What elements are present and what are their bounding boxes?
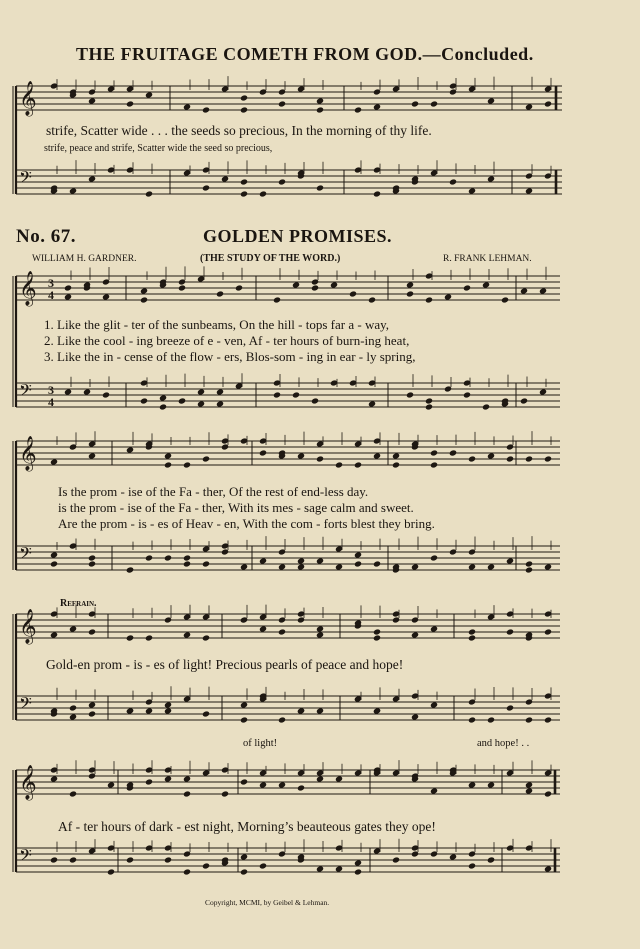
notehead xyxy=(88,175,96,182)
clef-bass: 𝄢 xyxy=(19,543,32,567)
notehead xyxy=(164,554,172,561)
refrain-echo-2: and hope! . . xyxy=(477,738,530,749)
notehead xyxy=(468,187,476,194)
song-author: WILLIAM H. GARDNER. xyxy=(32,254,137,264)
notehead xyxy=(316,557,324,564)
notehead xyxy=(88,628,96,635)
notehead xyxy=(539,287,547,294)
notehead xyxy=(50,775,58,782)
notehead xyxy=(240,701,248,708)
notehead xyxy=(411,563,419,570)
notehead xyxy=(444,293,452,300)
notehead xyxy=(178,397,186,404)
verse-2-line-1: 2. Like the cool - ing breeze of e - ven, Af - ter hours of burn-ing heat, xyxy=(44,333,410,348)
time-signature-bottom: 4 xyxy=(48,288,54,302)
verse-2-line-2: is the prom - ise of the Fa - ther, With its mes - sage calm and sweet. xyxy=(58,500,414,515)
notehead xyxy=(425,403,433,410)
notehead xyxy=(468,716,476,723)
notehead xyxy=(520,397,528,404)
notehead xyxy=(88,554,96,561)
notehead xyxy=(487,856,495,863)
notehead xyxy=(69,704,77,711)
notehead xyxy=(544,628,552,635)
notehead xyxy=(430,100,438,107)
notehead xyxy=(240,868,248,875)
notehead xyxy=(406,281,414,288)
notehead xyxy=(202,455,210,462)
notehead xyxy=(297,557,305,564)
notehead xyxy=(487,97,495,104)
notehead xyxy=(544,563,552,570)
notehead xyxy=(487,175,495,182)
notehead xyxy=(354,461,362,468)
notehead xyxy=(235,284,243,291)
notehead xyxy=(373,190,381,197)
time-signature-top: 3 xyxy=(48,383,54,397)
verse-3-line-1: 3. Like the in - cense of the flow - ers, Blos-som - ing in ear - ly spring, xyxy=(44,349,416,364)
notehead xyxy=(102,293,110,300)
notehead xyxy=(482,281,490,288)
notehead xyxy=(487,563,495,570)
notehead xyxy=(354,106,362,113)
notehead xyxy=(316,631,324,638)
notehead xyxy=(88,560,96,567)
notehead xyxy=(69,713,77,720)
notehead xyxy=(297,452,305,459)
notehead xyxy=(69,790,77,797)
notehead xyxy=(297,707,305,714)
verse-1-line-2: Is the prom - ise of the Fa - ther, Of the rest of end-less day. xyxy=(58,484,369,499)
notehead xyxy=(430,554,438,561)
notehead xyxy=(221,175,229,182)
clef-treble: 𝄞 xyxy=(19,81,37,116)
notehead xyxy=(278,178,286,185)
notehead xyxy=(145,91,153,98)
notehead xyxy=(430,461,438,468)
notehead xyxy=(316,707,324,714)
notehead xyxy=(178,284,186,291)
clef-treble: 𝄞 xyxy=(19,436,37,471)
notehead xyxy=(69,625,77,632)
notehead xyxy=(126,634,134,641)
notehead xyxy=(197,388,205,395)
notehead xyxy=(240,190,248,197)
notehead xyxy=(406,391,414,398)
clef-treble: 𝄞 xyxy=(19,765,37,800)
notehead xyxy=(468,628,476,635)
song-subtitle: (THE STUDY OF THE WORD.) xyxy=(200,253,341,264)
notehead xyxy=(525,455,533,462)
notehead xyxy=(468,455,476,462)
notehead xyxy=(145,190,153,197)
notehead xyxy=(216,388,224,395)
notehead xyxy=(316,97,324,104)
notehead xyxy=(107,781,115,788)
notehead xyxy=(140,397,148,404)
notehead xyxy=(259,625,267,632)
notehead xyxy=(50,560,58,567)
notehead xyxy=(88,97,96,104)
notehead xyxy=(183,775,191,782)
notehead xyxy=(240,778,248,785)
notehead xyxy=(330,281,338,288)
notehead xyxy=(463,284,471,291)
notehead xyxy=(164,461,172,468)
notehead xyxy=(240,563,248,570)
notehead xyxy=(278,563,286,570)
notehead xyxy=(164,701,172,708)
clef-bass: 𝄢 xyxy=(19,693,32,717)
refrain-lyric-2: Af - ter hours of dark - est night, Morning’s beauteous gates they ope! xyxy=(58,819,436,834)
notehead xyxy=(259,862,267,869)
notehead xyxy=(88,701,96,708)
notehead xyxy=(183,103,191,110)
notehead xyxy=(140,296,148,303)
notehead xyxy=(183,461,191,468)
notehead xyxy=(183,560,191,567)
notehead xyxy=(487,716,495,723)
notehead xyxy=(544,455,552,462)
notehead xyxy=(487,781,495,788)
page-header-title: THE FRUITAGE COMETH FROM GOD.—Concluded. xyxy=(76,44,534,64)
notehead xyxy=(164,856,172,863)
notehead xyxy=(392,452,400,459)
notehead xyxy=(354,868,362,875)
notehead xyxy=(126,446,134,453)
notehead xyxy=(240,178,248,185)
notehead xyxy=(50,631,58,638)
notehead xyxy=(240,94,248,101)
notehead xyxy=(520,287,528,294)
notehead xyxy=(430,625,438,632)
notehead xyxy=(539,388,547,395)
prev-song-bass-lyric: strife, peace and strife, Scatter wide the seed so precious, xyxy=(44,143,273,154)
clef-treble: 𝄞 xyxy=(19,609,37,644)
notehead xyxy=(468,563,476,570)
notehead xyxy=(335,775,343,782)
prev-song-lyric: strife, Scatter wide . . . the seeds so precious, In the morning of thy life. xyxy=(46,123,432,138)
clef-treble: 𝄞 xyxy=(19,271,37,306)
notehead xyxy=(449,853,457,860)
notehead xyxy=(506,704,514,711)
notehead xyxy=(83,388,91,395)
notehead xyxy=(259,449,267,456)
notehead xyxy=(368,296,376,303)
notehead xyxy=(525,787,533,794)
notehead xyxy=(126,100,134,107)
notehead xyxy=(145,634,153,641)
notehead xyxy=(278,781,286,788)
notehead xyxy=(468,781,476,788)
notehead xyxy=(240,853,248,860)
notehead xyxy=(544,865,552,872)
notehead xyxy=(202,106,210,113)
notehead xyxy=(373,103,381,110)
notehead xyxy=(311,397,319,404)
notehead xyxy=(411,100,419,107)
notehead xyxy=(373,628,381,635)
notehead xyxy=(316,625,324,632)
song-composer: R. FRANK LEHMAN. xyxy=(443,254,532,264)
notehead xyxy=(316,865,324,872)
notehead xyxy=(216,400,224,407)
notehead xyxy=(430,787,438,794)
song-number: No. 67. xyxy=(16,226,76,247)
notehead xyxy=(107,868,115,875)
notehead xyxy=(316,106,324,113)
notehead xyxy=(463,391,471,398)
notehead xyxy=(525,781,533,788)
notehead xyxy=(88,710,96,717)
notehead xyxy=(259,557,267,564)
refrain-lyric-1: Gold-en prom - is - es of light! Precious pearls of peace and hope! xyxy=(46,657,404,672)
notehead xyxy=(335,563,343,570)
notehead xyxy=(183,790,191,797)
notehead xyxy=(145,778,153,785)
notehead xyxy=(316,455,324,462)
notehead xyxy=(164,707,172,714)
notehead xyxy=(140,287,148,294)
verse-1-line-1: 1. Like the glit - ter of the sunbeams, On the hill - tops far a - way, xyxy=(44,317,390,332)
notehead xyxy=(501,296,509,303)
notehead xyxy=(221,790,229,797)
notehead xyxy=(525,187,533,194)
notehead xyxy=(316,775,324,782)
notehead xyxy=(273,296,281,303)
notehead xyxy=(525,716,533,723)
notehead xyxy=(278,716,286,723)
notehead xyxy=(354,551,362,558)
notehead xyxy=(316,184,324,191)
notehead xyxy=(468,634,476,641)
notehead xyxy=(525,560,533,567)
notehead xyxy=(482,403,490,410)
notehead xyxy=(373,452,381,459)
notehead xyxy=(468,862,476,869)
song-title: GOLDEN PROMISES. xyxy=(203,226,393,246)
notehead xyxy=(202,560,210,567)
notehead xyxy=(50,856,58,863)
notehead xyxy=(349,290,357,297)
notehead xyxy=(145,554,153,561)
notehead xyxy=(292,391,300,398)
notehead xyxy=(425,397,433,404)
refrain-label: Refrain. xyxy=(60,598,97,609)
notehead xyxy=(240,716,248,723)
verse-3-line-2: Are the prom - is - es of Heav - en, With the com - forts blest they bring. xyxy=(58,516,435,531)
notehead xyxy=(411,631,419,638)
notehead xyxy=(373,560,381,567)
notehead xyxy=(544,100,552,107)
notehead xyxy=(425,296,433,303)
notehead xyxy=(126,707,134,714)
notehead xyxy=(373,634,381,641)
notehead xyxy=(506,455,514,462)
notehead xyxy=(525,103,533,110)
notehead xyxy=(506,628,514,635)
notehead xyxy=(278,628,286,635)
notehead xyxy=(126,566,134,573)
notehead xyxy=(368,400,376,407)
notehead xyxy=(406,290,414,297)
notehead xyxy=(292,281,300,288)
clef-bass: 𝄢 xyxy=(19,167,32,191)
notehead xyxy=(216,290,224,297)
notehead xyxy=(183,868,191,875)
notehead xyxy=(50,458,58,465)
notehead xyxy=(392,461,400,468)
notehead xyxy=(506,557,514,564)
notehead xyxy=(311,284,319,291)
notehead xyxy=(278,100,286,107)
notehead xyxy=(373,707,381,714)
notehead xyxy=(354,560,362,567)
time-signature-bottom: 4 xyxy=(48,395,54,409)
notehead xyxy=(102,391,110,398)
notehead xyxy=(197,400,205,407)
notehead xyxy=(126,856,134,863)
notehead xyxy=(159,394,167,401)
notehead xyxy=(354,859,362,866)
notehead xyxy=(273,391,281,398)
notehead xyxy=(202,634,210,641)
notehead xyxy=(202,862,210,869)
notehead xyxy=(164,775,172,782)
notehead xyxy=(335,461,343,468)
notehead xyxy=(50,551,58,558)
notehead xyxy=(335,865,343,872)
notehead xyxy=(145,707,153,714)
refrain-echo-1: of light! xyxy=(243,738,278,749)
notehead xyxy=(259,190,267,197)
notehead xyxy=(64,388,72,395)
notehead xyxy=(183,554,191,561)
notehead xyxy=(159,403,167,410)
notehead xyxy=(430,449,438,456)
notehead xyxy=(183,631,191,638)
clef-bass: 𝄢 xyxy=(19,845,32,869)
notehead xyxy=(297,784,305,791)
notehead xyxy=(449,449,457,456)
notehead xyxy=(69,187,77,194)
notehead xyxy=(202,184,210,191)
notehead xyxy=(297,563,305,570)
time-signature-top: 3 xyxy=(48,276,54,290)
notehead xyxy=(544,716,552,723)
notehead xyxy=(88,452,96,459)
notehead xyxy=(240,106,248,113)
notehead xyxy=(411,713,419,720)
notehead xyxy=(164,452,172,459)
notehead xyxy=(392,856,400,863)
notehead xyxy=(544,790,552,797)
notehead xyxy=(487,452,495,459)
notehead xyxy=(259,781,267,788)
notehead xyxy=(525,566,533,573)
notehead xyxy=(64,284,72,291)
notehead xyxy=(449,178,457,185)
copyright-notice: Copyright, MCMI, by Geibel & Lehman. xyxy=(205,898,330,907)
notehead xyxy=(202,710,210,717)
notehead xyxy=(64,293,72,300)
notehead xyxy=(430,701,438,708)
notehead xyxy=(69,856,77,863)
clef-bass: 𝄢 xyxy=(19,380,32,404)
